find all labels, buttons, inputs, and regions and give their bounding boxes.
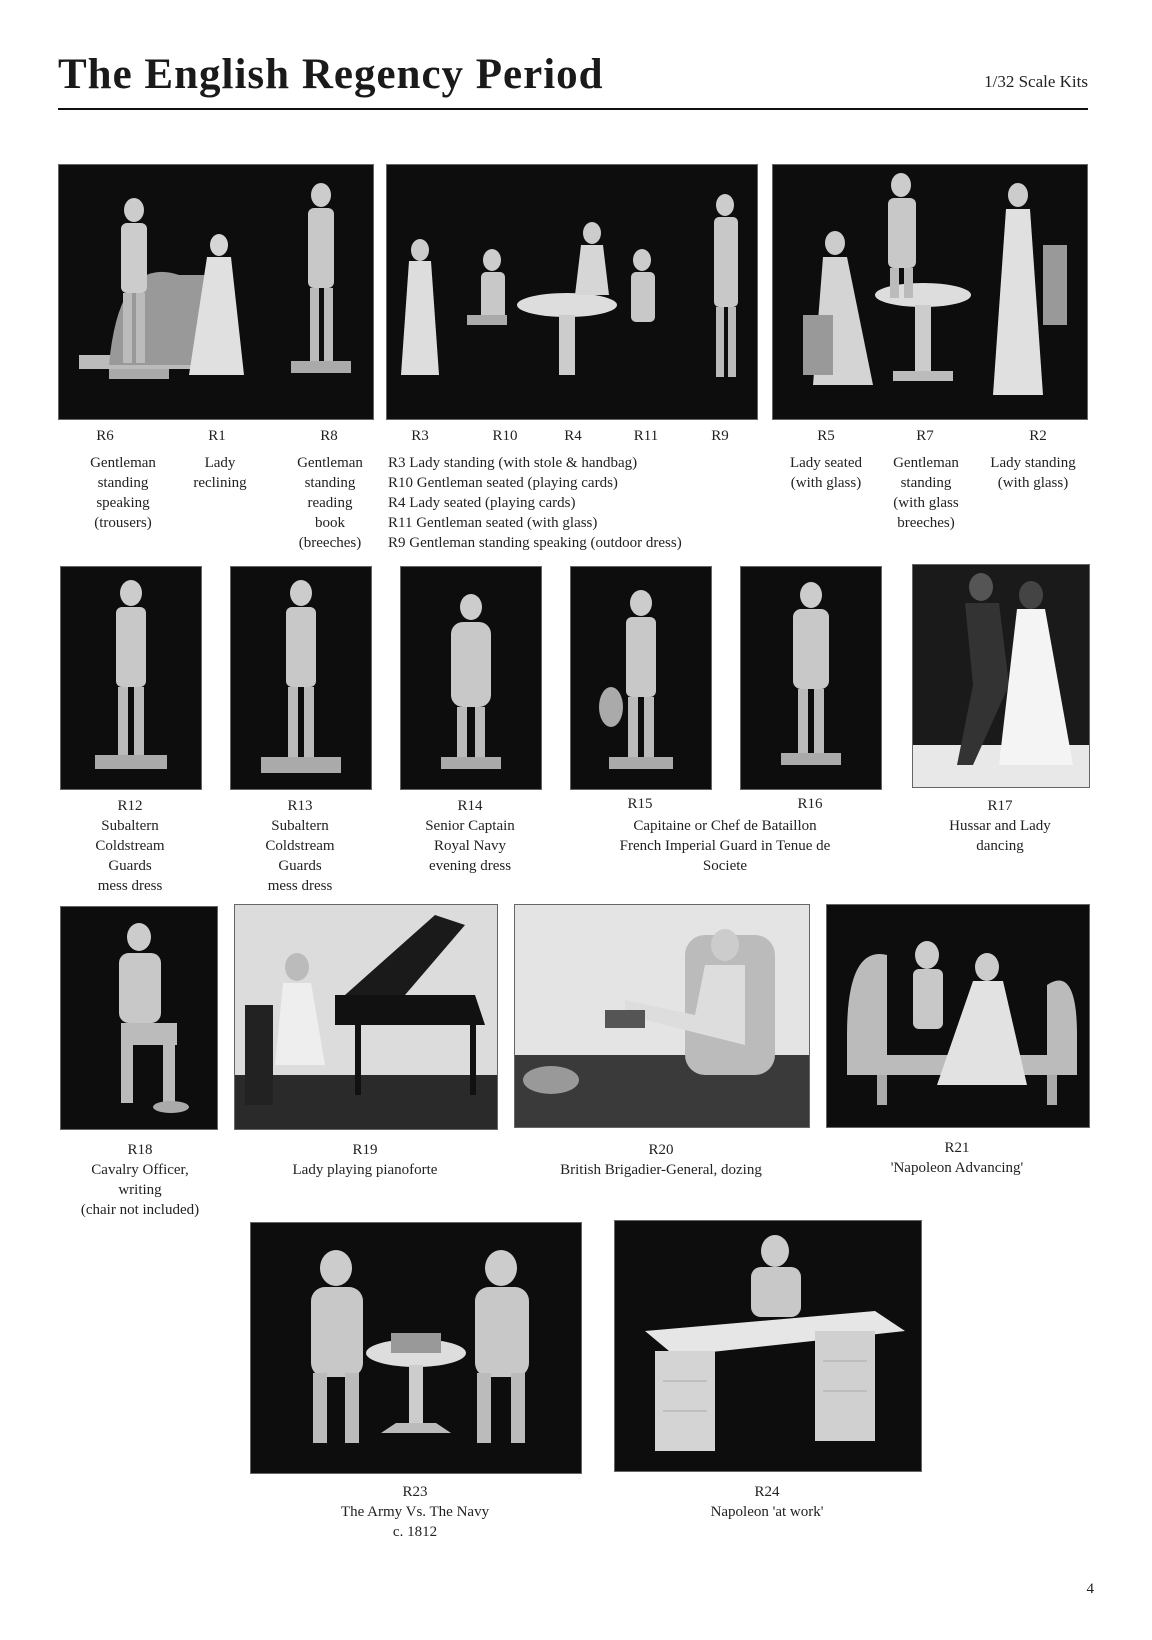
code-r16: R16 (797, 796, 823, 812)
caption-line: reading (307, 495, 353, 511)
item-code: R12 (117, 798, 143, 814)
caption-line: (chair not included) (80, 1202, 200, 1218)
caption-line: mess dress (97, 878, 163, 894)
page-title: The English Regency Period (58, 51, 604, 98)
item-code: R13 (287, 798, 313, 814)
caption-line: Royal Navy (433, 838, 507, 854)
code-r10: R10 (492, 428, 518, 444)
caption-r20 (514, 1140, 808, 1180)
figure-photo (59, 165, 373, 419)
caption-line: British Brigadier-General, dozing (560, 1162, 762, 1178)
caption-line: R4 Lady seated (playing cards) (388, 495, 576, 511)
code-r2: R2 (1029, 428, 1047, 444)
code-r4: R4 (564, 428, 582, 444)
caption-line: writing (118, 1182, 162, 1198)
item-code: R23 (402, 1484, 428, 1500)
item-code: R18 (127, 1142, 153, 1158)
caption-line: speaking (96, 495, 150, 511)
caption-line: standing (97, 475, 149, 491)
caption-r18 (60, 1140, 220, 1220)
photo-r14 (400, 566, 542, 790)
caption-line: French Imperial Guard in Tenue de (619, 838, 831, 854)
code-r1: R1 (208, 428, 226, 444)
code-r8: R8 (320, 428, 338, 444)
photo-r23 (250, 1222, 582, 1474)
caption-line: c. 1812 (392, 1524, 438, 1540)
caption-line: (with glass) (997, 475, 1069, 491)
caption-line: reclining (193, 475, 247, 491)
caption-r2 (978, 453, 1088, 493)
caption-line: (trousers) (94, 515, 152, 531)
code-r6: R6 (96, 428, 114, 444)
code-r3: R3 (411, 428, 429, 444)
figure-photo (231, 567, 371, 789)
caption-line: Senior Captain (425, 818, 515, 834)
code-r15: R15 (627, 796, 653, 812)
caption-line: Societe (702, 858, 748, 874)
header-rule (58, 108, 1088, 110)
photo-r24 (614, 1220, 922, 1472)
figure-photo (773, 165, 1087, 419)
caption-line: Lady playing pianoforte (292, 1162, 438, 1178)
scale-label: 1/32 Scale Kits (984, 72, 1088, 91)
photo-r3-r10-r4-r11-r9 (386, 164, 758, 420)
caption-r6 (68, 453, 178, 533)
code-r11: R11 (633, 428, 659, 444)
figure-photo (387, 165, 757, 419)
caption-group-r3-r9 (388, 453, 682, 553)
photo-r15 (570, 566, 712, 790)
caption-r13 (240, 796, 360, 896)
caption-r5 (776, 453, 876, 493)
caption-line: Subaltern (271, 818, 329, 834)
caption-line: The Army Vs. The Navy (340, 1504, 490, 1520)
caption-line: R11 Gentleman seated (with glass) (388, 515, 598, 531)
item-code: R21 (944, 1140, 970, 1156)
caption-r19 (234, 1140, 496, 1180)
item-code: R14 (457, 798, 483, 814)
caption-line: Lady seated (789, 455, 863, 471)
photo-r19 (234, 904, 498, 1130)
figure-photo (61, 567, 201, 789)
caption-line: Guards (108, 858, 152, 874)
caption-line: book (315, 515, 345, 531)
code-r5: R5 (817, 428, 835, 444)
photo-r5-r7-r2 (772, 164, 1088, 420)
caption-line: Hussar and Lady (949, 818, 1051, 834)
caption-r24 (614, 1482, 920, 1522)
caption-line: R3 Lady standing (with stole & handbag) (388, 455, 638, 471)
figure-photo (401, 567, 541, 789)
caption-line: Coldstream (265, 838, 335, 854)
caption-line: Lady (204, 455, 236, 471)
figure-photo (741, 567, 881, 789)
page-number: 4 (1086, 1581, 1094, 1597)
caption-line: evening dress (428, 858, 512, 874)
caption-line: Napoleon 'at work' (710, 1504, 824, 1520)
figure-photo (913, 565, 1089, 787)
caption-r17 (912, 796, 1088, 856)
caption-line: (with glass (893, 495, 959, 511)
caption-line: Subaltern (101, 818, 159, 834)
caption-line: Capitaine or Chef de Bataillon (633, 818, 817, 834)
figure-photo (61, 907, 217, 1129)
caption-line: Gentleman (90, 455, 156, 471)
caption-line: Gentleman (893, 455, 959, 471)
figure-photo (615, 1221, 921, 1471)
caption-line: Gentleman (297, 455, 363, 471)
figure-photo (235, 905, 497, 1129)
caption-r15-r16 (570, 816, 880, 876)
caption-line: standing (900, 475, 952, 491)
figure-photo (251, 1223, 581, 1473)
caption-r1 (172, 453, 268, 493)
photo-r16 (740, 566, 882, 790)
photo-r18 (60, 906, 218, 1130)
caption-line: Cavalry Officer, (91, 1162, 189, 1178)
code-r7: R7 (916, 428, 934, 444)
caption-line: breeches) (897, 515, 955, 531)
photo-r6-r1-r8 (58, 164, 374, 420)
caption-line: R10 Gentleman seated (playing cards) (388, 475, 618, 491)
photo-r20 (514, 904, 810, 1128)
item-code: R17 (987, 798, 1013, 814)
caption-line: mess dress (267, 878, 333, 894)
caption-r23 (250, 1482, 580, 1542)
figure-photo (571, 567, 711, 789)
code-r9: R9 (711, 428, 729, 444)
caption-line: (with glass) (790, 475, 862, 491)
item-code: R24 (754, 1484, 780, 1500)
photo-r13 (230, 566, 372, 790)
caption-line: (breeches) (298, 535, 362, 551)
caption-line: dancing (976, 838, 1024, 854)
figure-photo (515, 905, 809, 1127)
caption-line: 'Napoleon Advancing' (890, 1160, 1024, 1176)
photo-r21 (826, 904, 1090, 1128)
caption-r8 (276, 453, 384, 553)
caption-line: R9 Gentleman standing speaking (outdoor dress) (388, 535, 682, 551)
caption-line: Guards (278, 858, 322, 874)
item-code: R20 (648, 1142, 674, 1158)
caption-r12 (70, 796, 190, 896)
photo-r17 (912, 564, 1090, 788)
item-code: R19 (352, 1142, 378, 1158)
caption-r21 (826, 1138, 1088, 1178)
caption-line: standing (304, 475, 356, 491)
figure-photo (827, 905, 1089, 1127)
caption-line: Coldstream (95, 838, 165, 854)
caption-line: Lady standing (990, 455, 1076, 471)
photo-r12 (60, 566, 202, 790)
caption-r7 (876, 453, 976, 533)
caption-r14 (400, 796, 540, 876)
